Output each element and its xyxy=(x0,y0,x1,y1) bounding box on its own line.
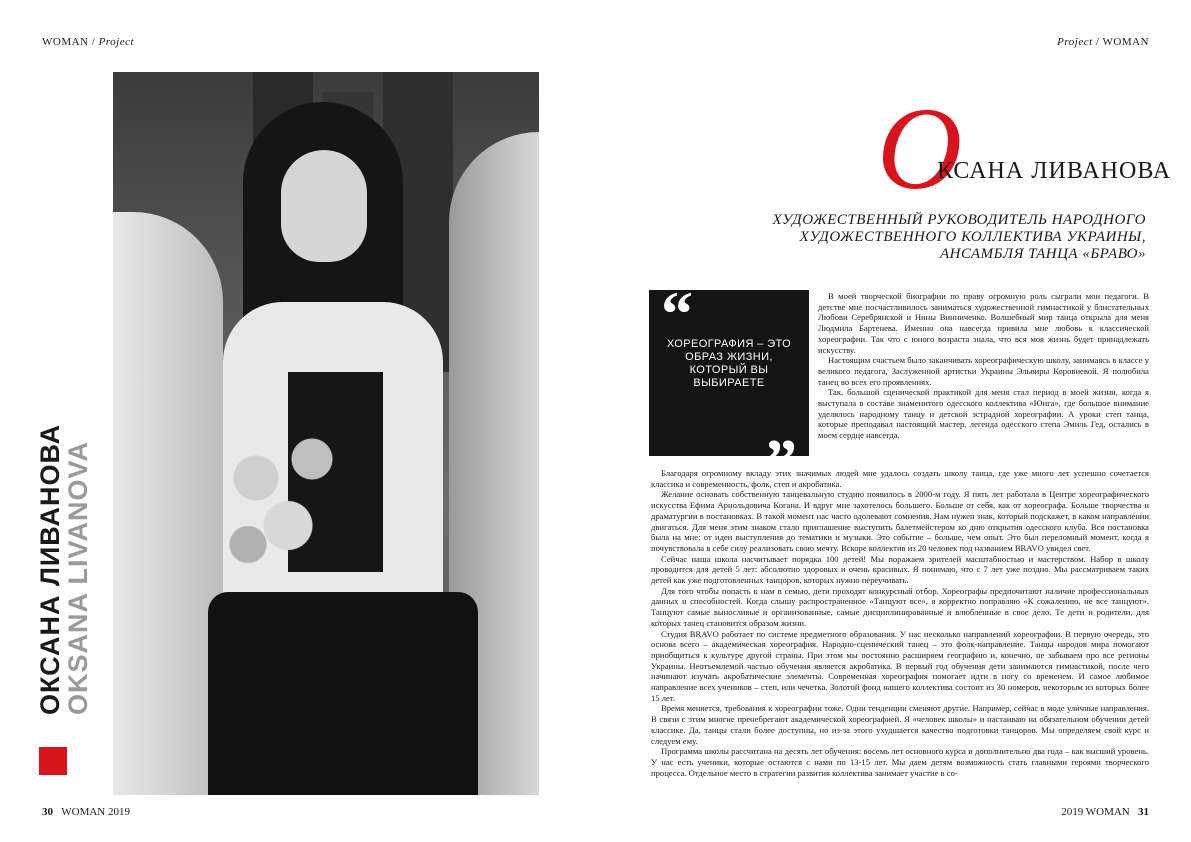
page-header-left xyxy=(42,36,134,48)
paragraph: В моей творческой биографии по праву огромную роль сыграли мои педагоги. В детстве мне посчастливилось заниматься художественной гимнастикой у блистательных Любови Серебрянской и Нины Винниченко. Волшебный мир танца открыла для меня Людмила Бартенева. Именно она навсегда привила мне любовь к классической хореографии. Так что с юного возраста знала, что вся моя жизнь будет принадлежать искусству. xyxy=(818,291,1149,355)
subtitle-line: АНСАМБЛЯ ТАНЦА «БРАВО» xyxy=(940,246,1146,262)
page-number: 31 xyxy=(1138,806,1149,818)
open-quote-icon: “ xyxy=(661,278,693,349)
vertical-name-en: OKSANA LIVANOVA xyxy=(63,440,93,715)
pull-quote xyxy=(649,278,809,497)
paragraph: Студия BRAVO работает по системе предметного образования. У нас несколько направлений хореографии. В первую очередь, это основа всего – академическая хореография. Народно-сценический танец – это фолк-направление. Танцы народов мира помогают приобщиться к культуре другой страны. При этом мы постоянно расширяем географию и, конечно, не забываем про все регионы Украины. Неотъемлемой частью обучения является акробатика. В первый год обучения дети занимаются гимнастикой, после чего начинают изучать акробатические элементы. Современная хореография помогает идти в ногу со временем. И самое любимое направление всех учеников – степ, или чечетка. Золотой фонд нашего коллектива состоит из 30 номеров, некоторым из которых более 15 лет. xyxy=(651,628,1149,703)
paragraph: Так, большой сценической практикой для меня стал период в моей жизни, когда я выступала в составе знаменитого одесского коллектива «Юнга», где большое внимание уделялось народному танцу и детской эстрадной хореографии. А уроки степ танца, которые преподавал настоящий мастер, легенда одесского степа Эмиль Гед, остались в моем сердце навсегда. xyxy=(818,387,1149,441)
page-footer-left xyxy=(42,806,130,818)
flower-bouquet xyxy=(208,402,368,592)
paragraph: Сейчас наша школа насчитывает порядка 100 детей! Мы поражаем зрителей масштабностью и мастерством. Набор в школу проводится для детей 5 лет: абсолютно здоровых и очень красивых. Я понимаю, что с 7 лет уже поздно. Мы рассматриваем таких детей как уже подготовленных танцоров, которых нужно переучивать. xyxy=(651,553,1149,586)
vertical-name xyxy=(36,424,92,715)
decor-arch-left xyxy=(113,212,223,795)
magazine-name: WOMAN xyxy=(1102,36,1149,48)
pull-quote-text: ХОРЕОГРАФИЯ – ЭТО ОБРАЗ ЖИЗНИ, КОТОРЫЙ ВЫ ВЫБИРАЕТЕ xyxy=(666,338,792,389)
footer-label: 2019 WOMAN xyxy=(1061,806,1130,818)
title-initial: О xyxy=(877,83,963,214)
magazine-name: WOMAN xyxy=(42,36,89,48)
article-column-main xyxy=(651,468,1149,778)
portrait-photo xyxy=(113,72,539,795)
subtitle-line: ХУДОЖЕСТВЕННОГО КОЛЛЕКТИВА УКРАИНЫ, xyxy=(799,229,1146,245)
paragraph: Настоящим счастьем было заканчивать хореографическую школу, занимаясь в классе у великого педагога, Заслуженной артистки Украины Эльвиры Коровиевой. Я полюбила танец во всех его проявлениях. xyxy=(818,355,1149,387)
paragraph: Для того чтобы попасть к нам в семью, дети проходят конкурсный отбор. Хореографы предпочитают наличие профессиональных данных и способностей. Когда слышу распространенное «Танцуют все», я корректно поправляю «К сожалению, не все танцуют». Танцуют самые выносливые и организованные, самые дисциплинированные и влюбленные в свое дело. Те дети и родители, для которых танец становится образом жизни. xyxy=(651,585,1149,628)
vertical-name-ru: ОКСАНА ЛИВАНОВА xyxy=(35,423,65,715)
paragraph: Программа школы рассчитана на десять лет обучения: восемь лет основного курса и дополнительно два года – как высший уровень. У нас есть ученики, которые остаются с нами по 13-15 лет. Мы даем детям возможность стать главными героями творческого процесса. Отдельное место в стратегии развития коллектива занимает участие в со- xyxy=(651,746,1149,778)
black-skirt xyxy=(208,592,478,795)
article-column-top xyxy=(818,291,1149,441)
close-quote-icon: ” xyxy=(765,426,797,497)
page-header-right xyxy=(1057,36,1149,48)
article-subtitle xyxy=(726,212,1146,263)
paragraph: Время меняется, требования к хореографии тоже. Одни тенденции сменяют другие. Например, сейчас в моде уличные направления. В связи с этим многие пренебрегают академической хореографией. Я «человек школы» и настаиваю на обязательном обучении детей классике. Да, танцы стали более доступны, но из-за этого ухудшается качество подготовки танцоров. Мы определяем свой курс и следуем ему. xyxy=(651,703,1149,746)
paragraph: Благодаря огромному вкладу этих значимых людей мне удалось создать школу танца, где уже много лет успешно сочетается классика и современность, фолк, степ и акробатика. xyxy=(651,468,1149,489)
header-separator: / xyxy=(1092,36,1103,48)
face xyxy=(281,150,367,262)
page-number: 30 xyxy=(42,806,53,818)
footer-label: WOMAN 2019 xyxy=(61,806,130,818)
subtitle-line: ХУДОЖЕСТВЕННЫЙ РУКОВОДИТЕЛЬ НАРОДНОГО xyxy=(772,212,1146,228)
paragraph: Желание основать собственную танцевальную студию появилось в 2000-м году. Я пять лет работала в Центре хореографического искусства Ефима Арнольдовича Когана. И вдруг мне захотелось большего. Больше от себя, как от хореографа. Больше творчества и драматургии в постановках. В такой момент нас часто одолевают сомнения. Нам нужен знак, который подскажет, в каком направлении двигаться. Для меня этим знаком стало приглашение выступить балетмейстером ко дню открытия одесского клуба. Вся постановка была на мне: от идеи выступления до тематики и музыки. Это событие – больше, чем опыт. Это был переломный момент, когда я почувствовала в себе силу реализовать свою мечту. Вскоре коллектив из 20 человек под названием BRAVO увидел свет. xyxy=(651,489,1149,553)
section-name: Project xyxy=(1057,36,1093,48)
article-title: КСАНА ЛИВАНОВА xyxy=(937,158,1172,184)
page-footer-right xyxy=(1061,806,1149,818)
red-square-decor xyxy=(39,747,67,775)
header-separator: / xyxy=(88,36,99,48)
section-name: Project xyxy=(98,36,135,48)
